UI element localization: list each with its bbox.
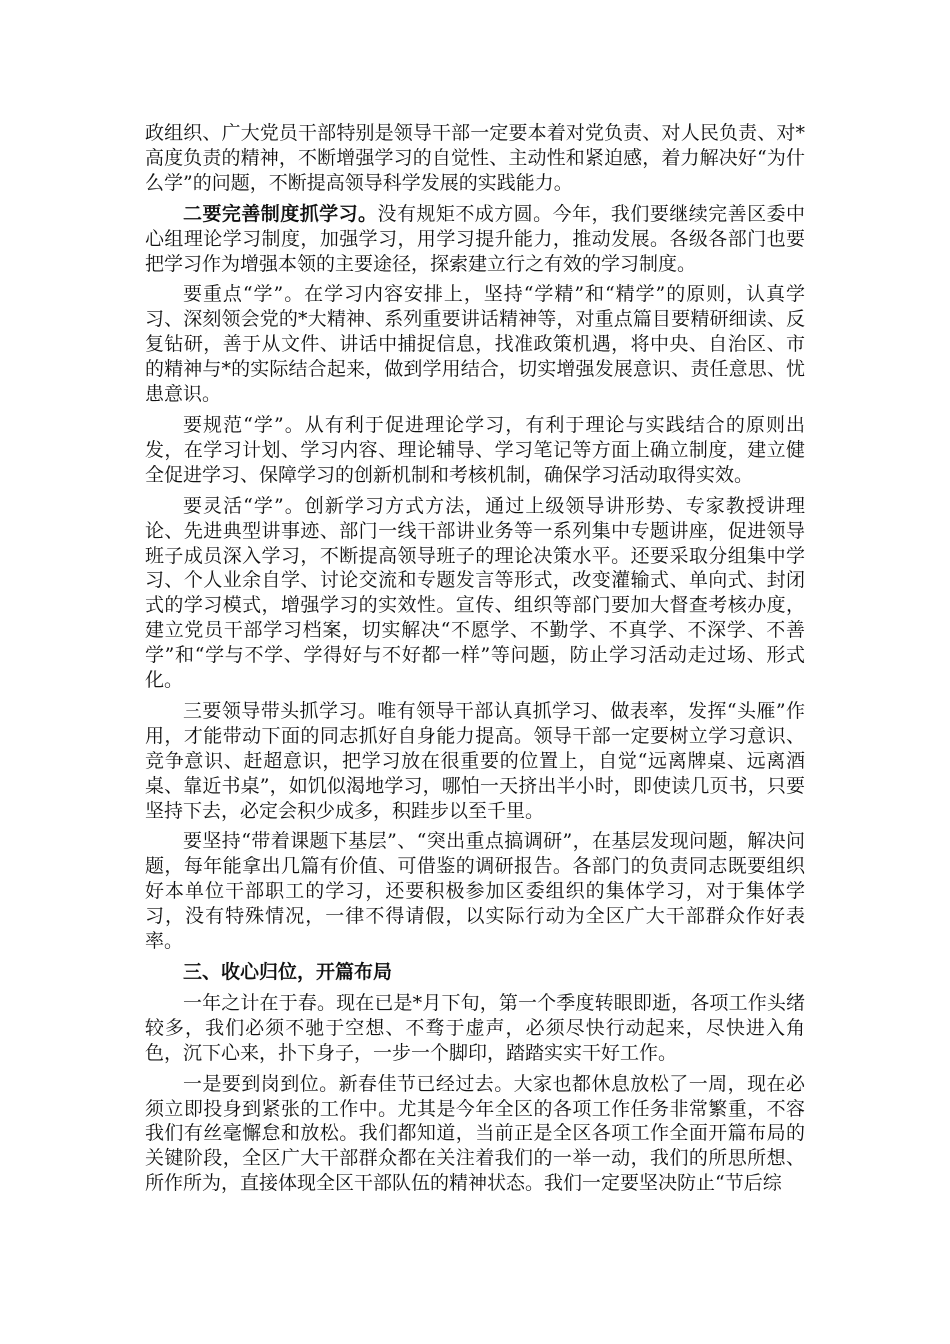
section-heading: 三、收心归位，开篇布局 [183,961,393,983]
paragraph-flexible-study: 要灵活“学”。创新学习方式方法，通过上级领导讲形势、专家教授讲理论、先进典型讲事迹、部门一线干部讲业务等一系列集中专题讲座，促进领导班子成员深入学习，不断提高领导班子的理论决策水平。还要采取分组集中学习、个人业余自学、讨论交流和专题发言等形式，改变灌输式、单向式、封闭式的学习模式，增强学习的实效性。宣传、组织等部门要加大督查考核办度，建立党员干部学习档案，切实解决“不愿学、不勤学、不真学、不深学、不善学”和“学与不学、学得好与不好都一样”等问题，防止学习活动走过场、形式化。 [145,494,805,692]
paragraph-spring-plan: 一年之计在于春。现在已是*月下旬，第一个季度转眼即逝，各项工作头绪较多，我们必须不驰于空想、不骛于虚声，必须尽快行动起来，尽快进入角色，沉下心来，扑下身子，一步一个脚印，踏踏实实干好工作。 [145,991,805,1064]
document-page [145,121,805,1202]
paragraph-key-study: 要重点“学”。在学习内容安排上，坚持“学精”和“精学”的原则，认真学习、深刻领会党的*大精神、系列重要讲话精神等，对重点篇目要精研细读、反复钻研，善于从文件、讲话中捕捉信息，找准政策机遇，将中央、自治区、市的精神与*的实际结合起来，做到学用结合，切实增强发展意识、责任意思、忧患意识。 [145,283,805,406]
paragraph-grassroots-research: 要坚持“带着课题下基层”、“突出重点搞调研”，在基层发现问题，解决问题，每年能拿出几篇有价值、可借鉴的调研报告。各部门的负责同志既要组织好本单位干部职工的学习，还要积极参加区委组织的集体学习，对于集体学习，没有特殊情况，一律不得请假，以实际行动为全区广大干部群众作好表率。 [145,830,805,953]
paragraph-at-post: 一是要到岗到位。新春佳节已经过去。大家也都休息放松了一周，现在必须立即投身到紧张的工作中。尤其是今年全区的各项工作任务非常繁重，不容我们有丝毫懈怠和放松。我们都知道，当前正是全区各项工作全面开篇布局的关键阶段，全区广大干部群众都在关注着我们的一举一动，我们的所思所想、所作所为，直接体现全区干部队伍的精神状态。我们一定要坚决防止“节后综 [145,1072,805,1195]
paragraph-continuation: 政组织、广大党员干部特别是领导干部一定要本着对党负责、对人民负责、对*高度负责的精神，不断增强学习的自觉性、主动性和紧迫感，着力解决好“为什么学”的问题，不断提高领导科学发展的实践能力。 [145,122,805,194]
paragraph-leaders-lead: 三要领导带头抓学习。唯有领导干部认真抓学习、做表率，发挥“头雁”作用，才能带动下面的同志抓好自身能力提高。领导干部一定要树立学习意识、竞争意识、赶超意识，把学习放在很重要的位置上，自觉“远离牌桌、远离酒桌、靠近书桌”，如饥似渴地学习，哪怕一天挤出半小时，即使读几页书，只要坚持下去，必定会积少成多，积跬步以至千里。 [145,699,805,822]
paragraph-lead-text: 二要完善制度抓学习。 [183,202,378,225]
paragraph-perfect-system [145,202,805,277]
paragraph-body-text: 没有规矩不成方圆。今年，我们要继续完善区委中心组理论学习制度，加强学习，用学习提升能力，推动发展。各级各部门也要把学习作为增强本领的主要途径，探索建立行之有效的学习制度。 [145,202,805,275]
paragraph-standard-study: 要规范“学”。从有利于促进理论学习，有利于理论与实践结合的原则出发，在学习计划、学习内容、理论辅导、学习笔记等方面上确立制度，建立健全促进学习、保障学习的创新机制和考核机制，确保学习活动取得实效。 [145,413,805,486]
